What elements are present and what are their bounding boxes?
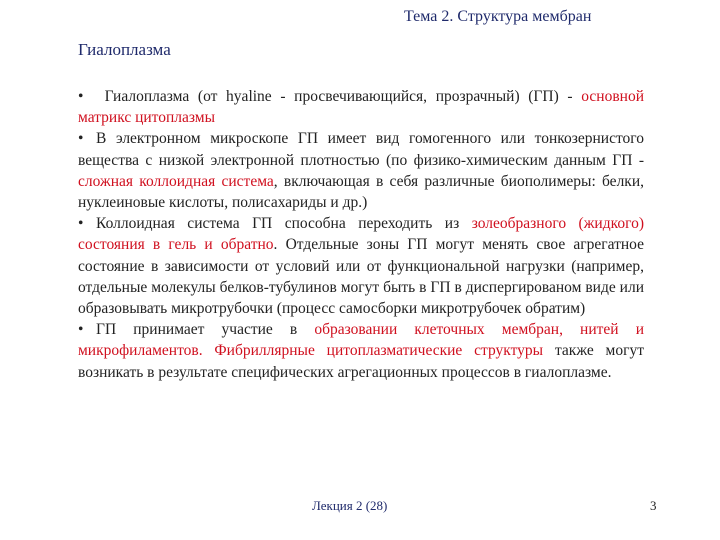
text-segment: , включающая в себя различные биополимеры: белки, нуклеиновые кислоты, полисахариды и др.)	[78, 172, 644, 212]
highlighted-text: образовании клеточных мембран, нитей и микрофиламентов. Фибриллярные цитоплазматические структуры	[78, 321, 644, 360]
bullet-icon: •	[78, 88, 84, 105]
bullet-paragraph-3	[78, 213, 644, 319]
text-segment: . Отдельные зоны ГП могут менять свое агрегатное состояние в зависимости от условий или от функциональной нагрузки (например, отдельные молекулы белков-тубулинов могут быть в ГП в диспергированом виде или образовывать микротрубочки (процесс самосборки микротрубочек обратим)	[78, 236, 644, 318]
topic-header: Тема 2. Структура мембран	[404, 8, 592, 25]
bullet-paragraph-4	[78, 319, 644, 383]
bullet-icon: •	[78, 215, 84, 233]
footer-lecture-label: Лекция 2 (28)	[312, 498, 388, 513]
highlighted-text: золеобразного (жидкого) состояния в гель и обратно	[78, 215, 644, 254]
bullet-icon: •	[78, 130, 84, 148]
slide-content	[78, 86, 644, 383]
text-segment: Гиалоплазма (от hyaline - просвечивающийся, прозрачный) (ГП) -	[96, 88, 582, 105]
highlighted-text: сложная коллоидная система	[78, 172, 274, 190]
bullet-icon: •	[78, 321, 84, 339]
text-segment: Коллоидная система ГП способна переходить из	[96, 215, 472, 233]
text-segment: В электронном микроскопе ГП имеет вид гомогенного или тонкозернистого вещества с низкой электронной плотностью (по физико-химическим данным ГП -	[78, 130, 644, 169]
text-segment: также могут возникать в результате специфических агрегационных процессов в гиалоплазме.	[78, 342, 645, 381]
highlighted-text: основной матрикс цитоплазмы	[78, 88, 644, 127]
slide-title: Гиалоплазма	[78, 40, 171, 59]
bullet-paragraph-2	[78, 128, 644, 213]
page-number: 3	[650, 498, 657, 513]
text-segment: ГП принимает участие в	[96, 321, 315, 339]
bullet-paragraph-1	[78, 86, 644, 128]
